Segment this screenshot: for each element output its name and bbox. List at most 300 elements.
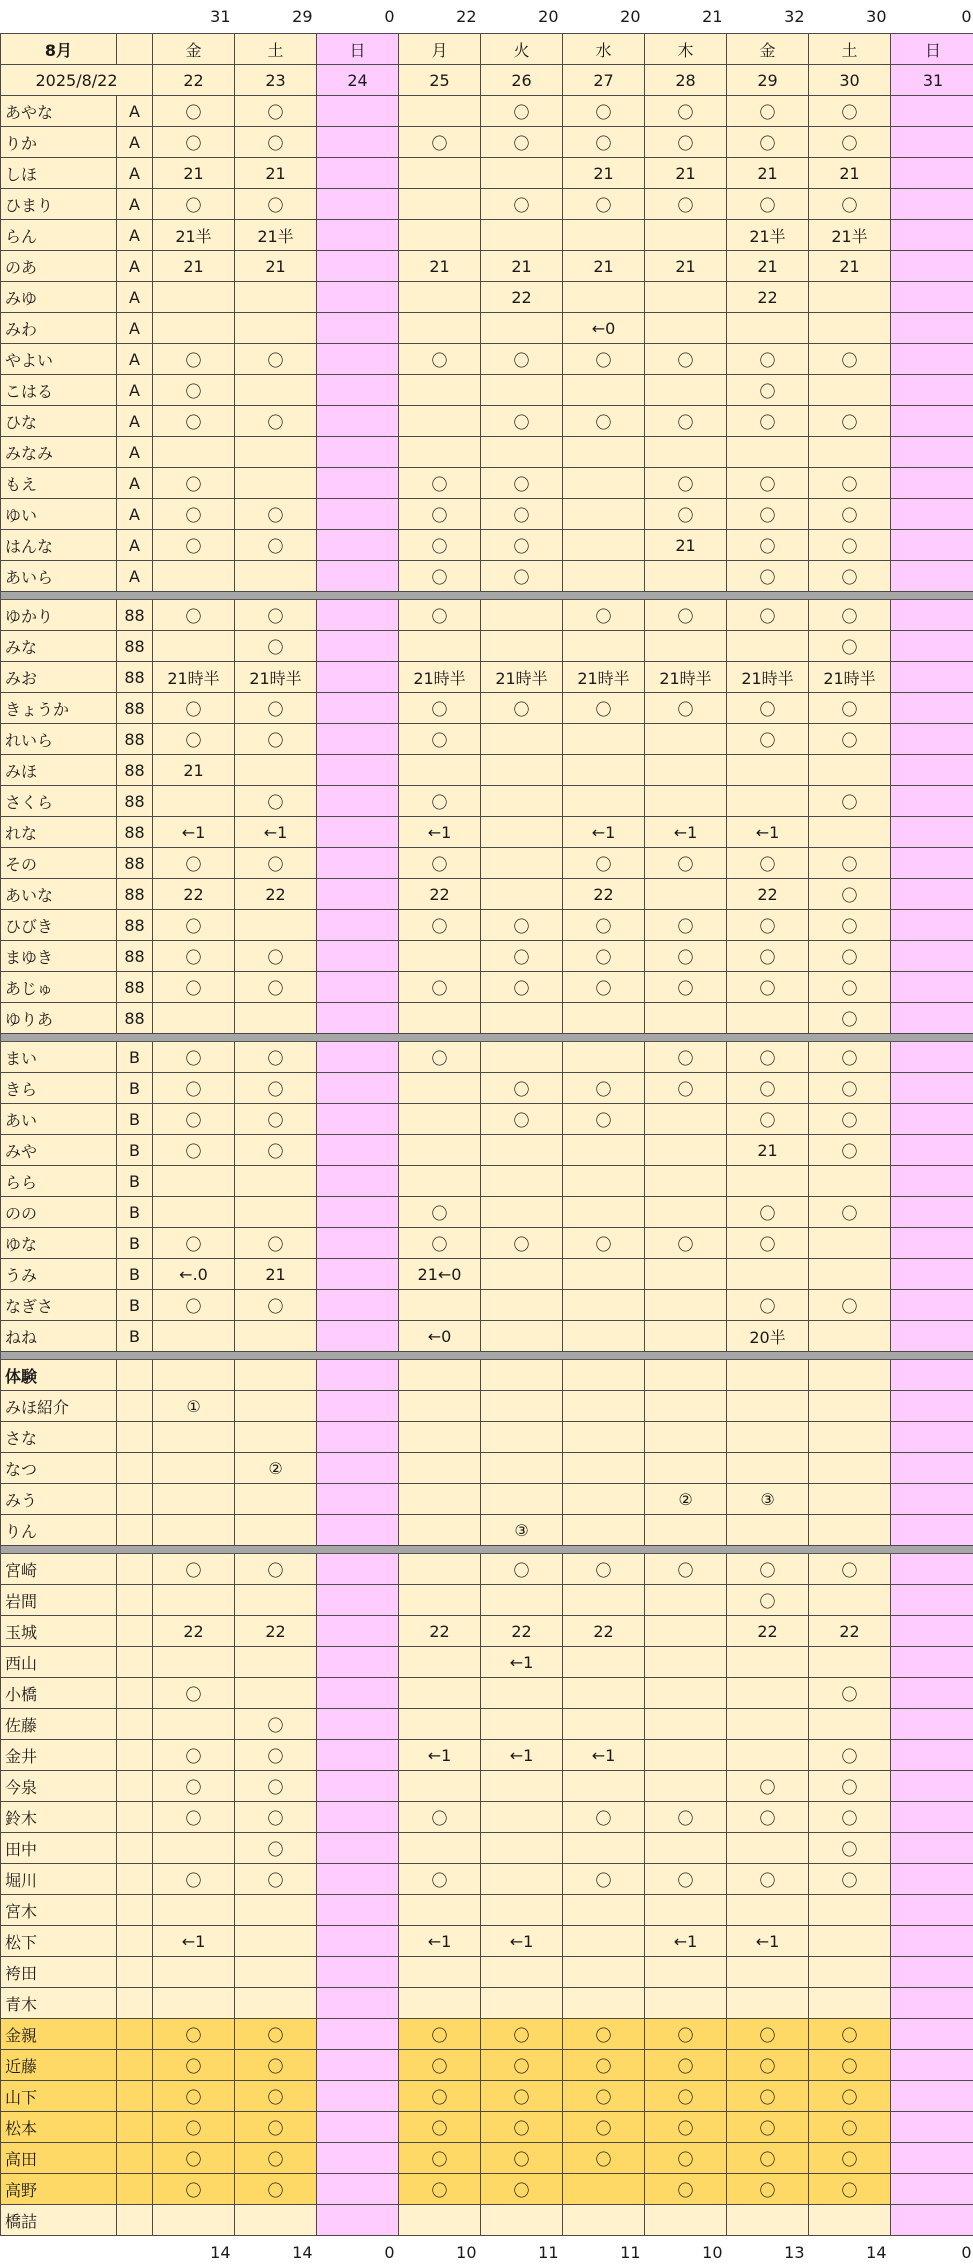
- schedule-cell[interactable]: 〇: [809, 724, 891, 755]
- schedule-cell[interactable]: 〇: [563, 1864, 645, 1895]
- schedule-cell[interactable]: [645, 1197, 727, 1228]
- schedule-cell[interactable]: [809, 1709, 891, 1740]
- schedule-cell[interactable]: [891, 1771, 973, 1802]
- member-group[interactable]: A: [117, 561, 153, 592]
- schedule-cell[interactable]: 〇: [727, 2081, 809, 2112]
- schedule-cell[interactable]: [235, 1585, 317, 1616]
- schedule-cell[interactable]: 〇: [481, 693, 563, 724]
- schedule-cell[interactable]: 21: [563, 158, 645, 189]
- schedule-cell[interactable]: [645, 437, 727, 468]
- schedule-cell[interactable]: [809, 1988, 891, 2019]
- member-group[interactable]: A: [117, 220, 153, 251]
- schedule-cell[interactable]: [727, 1453, 809, 1484]
- member-name[interactable]: みお: [1, 662, 117, 693]
- member-name[interactable]: 金親: [1, 2019, 117, 2050]
- schedule-cell[interactable]: 〇: [153, 1678, 235, 1709]
- schedule-cell[interactable]: 〇: [235, 96, 317, 127]
- member-group[interactable]: 88: [117, 941, 153, 972]
- schedule-cell[interactable]: 〇: [645, 2112, 727, 2143]
- schedule-cell[interactable]: 〇: [153, 1290, 235, 1321]
- schedule-cell[interactable]: [645, 1678, 727, 1709]
- schedule-cell[interactable]: [891, 499, 973, 530]
- schedule-cell[interactable]: 〇: [153, 499, 235, 530]
- schedule-cell[interactable]: ←0: [399, 1321, 481, 1352]
- schedule-cell[interactable]: [563, 220, 645, 251]
- schedule-cell[interactable]: 22: [481, 1616, 563, 1647]
- schedule-cell[interactable]: [399, 1895, 481, 1926]
- schedule-cell[interactable]: [563, 1678, 645, 1709]
- schedule-cell[interactable]: 〇: [727, 406, 809, 437]
- schedule-cell[interactable]: ③: [481, 1515, 563, 1546]
- schedule-cell[interactable]: [727, 1166, 809, 1197]
- schedule-cell[interactable]: 21: [645, 251, 727, 282]
- schedule-cell[interactable]: [645, 1003, 727, 1034]
- schedule-cell[interactable]: [645, 1895, 727, 1926]
- schedule-cell[interactable]: 〇: [235, 1833, 317, 1864]
- schedule-cell[interactable]: 〇: [399, 910, 481, 941]
- schedule-cell[interactable]: 21半: [727, 220, 809, 251]
- schedule-cell[interactable]: 21: [563, 251, 645, 282]
- schedule-cell[interactable]: 〇: [399, 127, 481, 158]
- schedule-cell[interactable]: [891, 817, 973, 848]
- schedule-cell[interactable]: 22: [809, 1616, 891, 1647]
- schedule-cell[interactable]: 〇: [809, 2174, 891, 2205]
- schedule-cell[interactable]: [481, 631, 563, 662]
- schedule-cell[interactable]: [891, 1616, 973, 1647]
- schedule-cell[interactable]: 〇: [727, 468, 809, 499]
- schedule-cell[interactable]: [481, 1360, 563, 1391]
- schedule-cell[interactable]: 〇: [809, 941, 891, 972]
- schedule-cell[interactable]: [317, 2112, 399, 2143]
- member-group[interactable]: A: [117, 375, 153, 406]
- schedule-cell[interactable]: [891, 755, 973, 786]
- schedule-cell[interactable]: 〇: [399, 2050, 481, 2081]
- schedule-cell[interactable]: [317, 2019, 399, 2050]
- schedule-cell[interactable]: 〇: [727, 941, 809, 972]
- member-group[interactable]: [117, 2050, 153, 2081]
- schedule-cell[interactable]: [891, 375, 973, 406]
- schedule-cell[interactable]: [891, 530, 973, 561]
- schedule-cell[interactable]: [645, 1515, 727, 1546]
- schedule-cell[interactable]: 〇: [563, 693, 645, 724]
- schedule-cell[interactable]: [809, 1166, 891, 1197]
- schedule-cell[interactable]: 〇: [727, 1554, 809, 1585]
- day-number-header[interactable]: 31: [891, 65, 973, 96]
- schedule-cell[interactable]: [563, 1166, 645, 1197]
- schedule-cell[interactable]: 〇: [809, 600, 891, 631]
- schedule-cell[interactable]: [645, 786, 727, 817]
- schedule-cell[interactable]: 〇: [727, 344, 809, 375]
- schedule-cell[interactable]: [153, 1484, 235, 1515]
- member-group[interactable]: 88: [117, 724, 153, 755]
- schedule-cell[interactable]: ←1: [153, 817, 235, 848]
- schedule-cell[interactable]: [891, 468, 973, 499]
- member-name[interactable]: しほ: [1, 158, 117, 189]
- schedule-cell[interactable]: [891, 1290, 973, 1321]
- schedule-cell[interactable]: [399, 220, 481, 251]
- schedule-cell[interactable]: [563, 1197, 645, 1228]
- weekday-header[interactable]: 日: [317, 34, 399, 65]
- member-name[interactable]: ゆりあ: [1, 1003, 117, 1034]
- schedule-cell[interactable]: [645, 2205, 727, 2236]
- schedule-cell[interactable]: 〇: [727, 375, 809, 406]
- schedule-cell[interactable]: [153, 1166, 235, 1197]
- schedule-cell[interactable]: [563, 1771, 645, 1802]
- schedule-cell[interactable]: 〇: [153, 375, 235, 406]
- schedule-cell[interactable]: 〇: [809, 848, 891, 879]
- schedule-cell[interactable]: [153, 1895, 235, 1926]
- schedule-cell[interactable]: [809, 1321, 891, 1352]
- member-name[interactable]: みほ紹介: [1, 1391, 117, 1422]
- schedule-cell[interactable]: 〇: [481, 1228, 563, 1259]
- schedule-cell[interactable]: 〇: [645, 600, 727, 631]
- schedule-cell[interactable]: [153, 1515, 235, 1546]
- member-name[interactable]: さな: [1, 1422, 117, 1453]
- schedule-cell[interactable]: [153, 1360, 235, 1391]
- schedule-cell[interactable]: 22: [399, 1616, 481, 1647]
- schedule-cell[interactable]: [809, 313, 891, 344]
- day-number-header[interactable]: 30: [809, 65, 891, 96]
- schedule-cell[interactable]: [645, 1422, 727, 1453]
- schedule-cell[interactable]: [645, 879, 727, 910]
- schedule-cell[interactable]: 〇: [563, 1802, 645, 1833]
- schedule-cell[interactable]: 〇: [809, 1864, 891, 1895]
- schedule-cell[interactable]: [891, 2143, 973, 2174]
- schedule-cell[interactable]: [317, 1290, 399, 1321]
- schedule-cell[interactable]: 〇: [809, 344, 891, 375]
- schedule-cell[interactable]: ←1: [645, 1926, 727, 1957]
- schedule-cell[interactable]: [645, 313, 727, 344]
- schedule-cell[interactable]: [809, 1515, 891, 1546]
- schedule-cell[interactable]: 〇: [727, 848, 809, 879]
- schedule-cell[interactable]: 〇: [235, 344, 317, 375]
- schedule-cell[interactable]: 〇: [235, 530, 317, 561]
- schedule-cell[interactable]: 22: [153, 1616, 235, 1647]
- schedule-cell[interactable]: [891, 1042, 973, 1073]
- day-number-header[interactable]: 26: [481, 65, 563, 96]
- schedule-cell[interactable]: ←1: [153, 1926, 235, 1957]
- schedule-cell[interactable]: [399, 1104, 481, 1135]
- schedule-cell[interactable]: [481, 1833, 563, 1864]
- schedule-cell[interactable]: [891, 1073, 973, 1104]
- weekday-header[interactable]: 火: [481, 34, 563, 65]
- schedule-cell[interactable]: 〇: [153, 96, 235, 127]
- schedule-cell[interactable]: 〇: [153, 724, 235, 755]
- schedule-cell[interactable]: 21: [727, 1135, 809, 1166]
- schedule-cell[interactable]: 22: [727, 879, 809, 910]
- schedule-cell[interactable]: [317, 1585, 399, 1616]
- member-name[interactable]: 岩間: [1, 1585, 117, 1616]
- schedule-cell[interactable]: [809, 1957, 891, 1988]
- schedule-cell[interactable]: [317, 879, 399, 910]
- schedule-cell[interactable]: 〇: [645, 189, 727, 220]
- schedule-cell[interactable]: 〇: [153, 848, 235, 879]
- schedule-cell[interactable]: 〇: [645, 2081, 727, 2112]
- schedule-cell[interactable]: [727, 1259, 809, 1290]
- member-name[interactable]: 袴田: [1, 1957, 117, 1988]
- member-group[interactable]: [117, 1616, 153, 1647]
- schedule-cell[interactable]: 21: [481, 251, 563, 282]
- schedule-cell[interactable]: [153, 1957, 235, 1988]
- member-name[interactable]: なぎさ: [1, 1290, 117, 1321]
- schedule-cell[interactable]: [891, 1957, 973, 1988]
- schedule-cell[interactable]: [317, 1740, 399, 1771]
- member-name[interactable]: みな: [1, 631, 117, 662]
- schedule-cell[interactable]: [235, 1166, 317, 1197]
- schedule-cell[interactable]: [399, 1422, 481, 1453]
- schedule-cell[interactable]: [645, 1321, 727, 1352]
- schedule-cell[interactable]: [317, 1802, 399, 1833]
- schedule-cell[interactable]: 〇: [235, 1864, 317, 1895]
- schedule-cell[interactable]: 〇: [727, 1864, 809, 1895]
- schedule-cell[interactable]: [235, 755, 317, 786]
- member-name[interactable]: 高田: [1, 2143, 117, 2174]
- schedule-cell[interactable]: [563, 1585, 645, 1616]
- schedule-cell[interactable]: 〇: [809, 1833, 891, 1864]
- schedule-cell[interactable]: [891, 1484, 973, 1515]
- schedule-cell[interactable]: [809, 282, 891, 313]
- schedule-cell[interactable]: [645, 1833, 727, 1864]
- schedule-cell[interactable]: 21半: [235, 220, 317, 251]
- schedule-cell[interactable]: 〇: [563, 2112, 645, 2143]
- schedule-cell[interactable]: [235, 1422, 317, 1453]
- schedule-cell[interactable]: 〇: [481, 2174, 563, 2205]
- schedule-cell[interactable]: [891, 786, 973, 817]
- schedule-cell[interactable]: 〇: [235, 693, 317, 724]
- schedule-cell[interactable]: [481, 1453, 563, 1484]
- day-number-header[interactable]: 25: [399, 65, 481, 96]
- schedule-cell[interactable]: 〇: [809, 1290, 891, 1321]
- schedule-cell[interactable]: [563, 1988, 645, 2019]
- schedule-cell[interactable]: 21: [809, 251, 891, 282]
- schedule-cell[interactable]: 〇: [809, 1802, 891, 1833]
- schedule-cell[interactable]: 〇: [399, 530, 481, 561]
- schedule-cell[interactable]: [645, 1616, 727, 1647]
- schedule-cell[interactable]: ←1: [481, 1740, 563, 1771]
- member-group[interactable]: [117, 1771, 153, 1802]
- schedule-cell[interactable]: [153, 1585, 235, 1616]
- schedule-cell[interactable]: [809, 1647, 891, 1678]
- member-name[interactable]: なつ: [1, 1453, 117, 1484]
- schedule-cell[interactable]: [317, 220, 399, 251]
- schedule-cell[interactable]: [481, 1321, 563, 1352]
- schedule-cell[interactable]: 21: [645, 158, 727, 189]
- schedule-cell[interactable]: 〇: [809, 530, 891, 561]
- schedule-cell[interactable]: 〇: [481, 1554, 563, 1585]
- schedule-cell[interactable]: 〇: [563, 1228, 645, 1259]
- schedule-cell[interactable]: 〇: [645, 972, 727, 1003]
- schedule-cell[interactable]: [809, 1391, 891, 1422]
- schedule-cell[interactable]: 21: [235, 1259, 317, 1290]
- member-name[interactable]: あいな: [1, 879, 117, 910]
- schedule-cell[interactable]: 〇: [153, 1228, 235, 1259]
- schedule-cell[interactable]: [235, 313, 317, 344]
- schedule-cell[interactable]: 〇: [481, 2143, 563, 2174]
- schedule-cell[interactable]: 〇: [399, 344, 481, 375]
- member-group[interactable]: A: [117, 406, 153, 437]
- schedule-cell[interactable]: [481, 1290, 563, 1321]
- schedule-cell[interactable]: [727, 1422, 809, 1453]
- schedule-cell[interactable]: [891, 1104, 973, 1135]
- schedule-cell[interactable]: [563, 468, 645, 499]
- member-name[interactable]: のの: [1, 1197, 117, 1228]
- schedule-cell[interactable]: 〇: [809, 127, 891, 158]
- schedule-cell[interactable]: [891, 561, 973, 592]
- schedule-cell[interactable]: [317, 282, 399, 313]
- schedule-cell[interactable]: [645, 1988, 727, 2019]
- schedule-cell[interactable]: [563, 1709, 645, 1740]
- schedule-cell[interactable]: [563, 786, 645, 817]
- day-number-header[interactable]: 24: [317, 65, 399, 96]
- schedule-cell[interactable]: [399, 1453, 481, 1484]
- schedule-cell[interactable]: 〇: [399, 972, 481, 1003]
- schedule-cell[interactable]: [891, 1166, 973, 1197]
- schedule-cell[interactable]: 〇: [645, 1864, 727, 1895]
- schedule-cell[interactable]: [645, 220, 727, 251]
- schedule-cell[interactable]: 〇: [153, 1771, 235, 1802]
- schedule-cell[interactable]: [481, 1197, 563, 1228]
- member-group[interactable]: [117, 1988, 153, 2019]
- schedule-cell[interactable]: [645, 1104, 727, 1135]
- schedule-cell[interactable]: [645, 1453, 727, 1484]
- member-name[interactable]: みわ: [1, 313, 117, 344]
- schedule-cell[interactable]: 21: [399, 251, 481, 282]
- schedule-cell[interactable]: 21: [727, 158, 809, 189]
- schedule-cell[interactable]: 〇: [645, 2143, 727, 2174]
- schedule-cell[interactable]: [317, 1166, 399, 1197]
- day-number-header[interactable]: 22: [153, 65, 235, 96]
- schedule-cell[interactable]: [399, 1771, 481, 1802]
- schedule-cell[interactable]: 〇: [153, 910, 235, 941]
- member-group[interactable]: 88: [117, 786, 153, 817]
- schedule-cell[interactable]: [891, 1554, 973, 1585]
- schedule-cell[interactable]: [645, 1585, 727, 1616]
- schedule-cell[interactable]: 21時半: [153, 662, 235, 693]
- schedule-cell[interactable]: 〇: [153, 2019, 235, 2050]
- schedule-cell[interactable]: [891, 972, 973, 1003]
- schedule-cell[interactable]: 〇: [809, 1740, 891, 1771]
- schedule-cell[interactable]: 20半: [727, 1321, 809, 1352]
- schedule-cell[interactable]: [399, 1135, 481, 1166]
- member-group[interactable]: [117, 1585, 153, 1616]
- schedule-cell[interactable]: [645, 1290, 727, 1321]
- schedule-cell[interactable]: [481, 879, 563, 910]
- schedule-cell[interactable]: [399, 2205, 481, 2236]
- schedule-cell[interactable]: [399, 1647, 481, 1678]
- schedule-cell[interactable]: [153, 313, 235, 344]
- schedule-cell[interactable]: 〇: [399, 1802, 481, 1833]
- member-name[interactable]: れいら: [1, 724, 117, 755]
- schedule-cell[interactable]: [481, 1802, 563, 1833]
- member-group[interactable]: [117, 1833, 153, 1864]
- schedule-cell[interactable]: [235, 561, 317, 592]
- schedule-cell[interactable]: [727, 1709, 809, 1740]
- schedule-cell[interactable]: 〇: [809, 1073, 891, 1104]
- schedule-cell[interactable]: 〇: [235, 406, 317, 437]
- schedule-cell[interactable]: 〇: [399, 2143, 481, 2174]
- schedule-cell[interactable]: [317, 1709, 399, 1740]
- schedule-cell[interactable]: [399, 1833, 481, 1864]
- schedule-cell[interactable]: [563, 1290, 645, 1321]
- schedule-cell[interactable]: [563, 499, 645, 530]
- schedule-cell[interactable]: [891, 600, 973, 631]
- schedule-cell[interactable]: [891, 220, 973, 251]
- schedule-cell[interactable]: [317, 972, 399, 1003]
- schedule-cell[interactable]: [481, 220, 563, 251]
- schedule-cell[interactable]: 〇: [727, 189, 809, 220]
- schedule-cell[interactable]: [891, 1895, 973, 1926]
- member-group[interactable]: 88: [117, 693, 153, 724]
- schedule-cell[interactable]: 〇: [235, 848, 317, 879]
- schedule-cell[interactable]: 〇: [481, 530, 563, 561]
- schedule-cell[interactable]: [481, 1988, 563, 2019]
- schedule-cell[interactable]: 〇: [809, 96, 891, 127]
- schedule-cell[interactable]: [563, 1321, 645, 1352]
- schedule-cell[interactable]: [317, 662, 399, 693]
- schedule-cell[interactable]: 〇: [153, 2143, 235, 2174]
- schedule-cell[interactable]: 〇: [399, 600, 481, 631]
- schedule-cell[interactable]: 〇: [481, 910, 563, 941]
- member-name[interactable]: 玉城: [1, 1616, 117, 1647]
- schedule-cell[interactable]: [563, 530, 645, 561]
- schedule-cell[interactable]: [153, 1647, 235, 1678]
- schedule-cell[interactable]: 〇: [563, 2019, 645, 2050]
- schedule-cell[interactable]: 〇: [481, 499, 563, 530]
- schedule-cell[interactable]: [399, 406, 481, 437]
- schedule-cell[interactable]: 〇: [481, 2081, 563, 2112]
- schedule-cell[interactable]: [727, 1647, 809, 1678]
- schedule-cell[interactable]: [399, 1484, 481, 1515]
- schedule-cell[interactable]: [891, 631, 973, 662]
- schedule-cell[interactable]: [563, 1042, 645, 1073]
- schedule-cell[interactable]: 〇: [399, 1042, 481, 1073]
- schedule-cell[interactable]: [317, 1360, 399, 1391]
- schedule-cell[interactable]: 〇: [727, 127, 809, 158]
- group-cell[interactable]: [117, 1360, 153, 1391]
- schedule-cell[interactable]: 〇: [153, 1554, 235, 1585]
- schedule-cell[interactable]: 〇: [153, 468, 235, 499]
- schedule-cell[interactable]: ←1: [399, 1740, 481, 1771]
- schedule-cell[interactable]: [317, 1833, 399, 1864]
- schedule-cell[interactable]: [563, 1135, 645, 1166]
- schedule-cell[interactable]: [399, 1515, 481, 1546]
- schedule-cell[interactable]: 〇: [235, 2143, 317, 2174]
- schedule-cell[interactable]: 〇: [727, 724, 809, 755]
- member-group[interactable]: [117, 1647, 153, 1678]
- schedule-cell[interactable]: ←1: [563, 1740, 645, 1771]
- schedule-cell[interactable]: [399, 1003, 481, 1034]
- member-group[interactable]: A: [117, 530, 153, 561]
- schedule-cell[interactable]: 〇: [727, 561, 809, 592]
- member-group[interactable]: [117, 2081, 153, 2112]
- schedule-cell[interactable]: [727, 786, 809, 817]
- schedule-cell[interactable]: [481, 1957, 563, 1988]
- schedule-cell[interactable]: [317, 1771, 399, 1802]
- schedule-cell[interactable]: [891, 1515, 973, 1546]
- member-name[interactable]: みや: [1, 1135, 117, 1166]
- member-name[interactable]: 宮崎: [1, 1554, 117, 1585]
- schedule-cell[interactable]: [563, 1259, 645, 1290]
- schedule-cell[interactable]: 〇: [481, 127, 563, 158]
- schedule-cell[interactable]: 〇: [481, 468, 563, 499]
- schedule-cell[interactable]: [317, 561, 399, 592]
- schedule-cell[interactable]: ←1: [727, 817, 809, 848]
- schedule-cell[interactable]: [481, 1585, 563, 1616]
- schedule-cell[interactable]: 21: [153, 158, 235, 189]
- schedule-cell[interactable]: [563, 1003, 645, 1034]
- schedule-cell[interactable]: 〇: [727, 910, 809, 941]
- schedule-cell[interactable]: 〇: [235, 127, 317, 158]
